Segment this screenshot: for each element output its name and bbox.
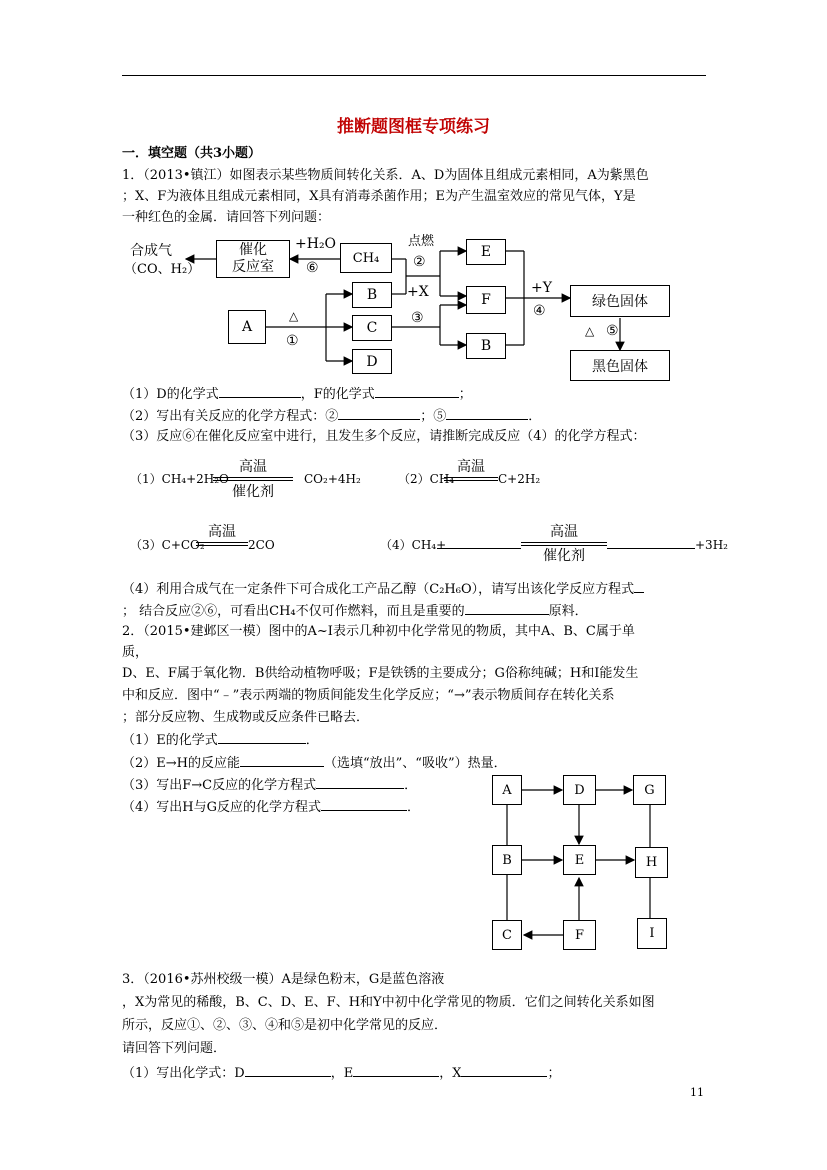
- q2-sub3: [122, 774, 417, 796]
- q2-box-b: B: [492, 845, 522, 875]
- eq2-bar-1: [444, 477, 498, 478]
- plus-h2o-label: +H₂O: [295, 236, 337, 252]
- syngas-label: 合成气: [130, 243, 172, 259]
- reaction-1-label: ①: [286, 333, 299, 349]
- box-b-right: B: [466, 333, 506, 359]
- q2-box-h: H: [635, 847, 668, 878]
- q1-sub1-c: ；: [458, 387, 472, 402]
- reactor-line2: 反应室: [232, 259, 274, 275]
- q1-line1: 1．（2013•镇江）如图表示某些物质间转化关系．A、D为固体且组成元素相同，A为紫黑色: [122, 168, 649, 183]
- q2-box-f: F: [563, 920, 596, 950]
- answer-blank-q3-d[interactable]: [245, 1062, 331, 1077]
- section-heading: 一．填空题（共3小题）: [122, 146, 262, 161]
- header-rule: [122, 75, 706, 76]
- q2-box-d: D: [563, 775, 596, 805]
- eq3-bar-2: [196, 545, 248, 546]
- q2-line1: 2．（2015•建邺区一模）图中的A~I表示几种初中化学常见的物质，其中A、B、C属于单: [122, 624, 635, 639]
- eq3-left: （3）C+CO₂: [130, 538, 205, 552]
- box-f: F: [466, 286, 506, 314]
- reaction-2-label: ②: [413, 254, 426, 270]
- box-b: B: [352, 282, 392, 308]
- reactor-box: [216, 240, 290, 278]
- q1-sub4-c: 原料．: [548, 604, 588, 619]
- q2-sub3-b: ．: [404, 778, 418, 793]
- answer-blank-eq4-product[interactable]: [607, 534, 695, 549]
- eq4-right: +3H₂: [695, 538, 728, 552]
- q1-sub3: （3）反应⑥在催化反应室中进行，且发生多个反应，请推断完成反应（4）的化学方程式：: [122, 429, 646, 444]
- q3-line4: 请回答下列问题．: [122, 1041, 227, 1056]
- q2-box-e: E: [563, 845, 596, 875]
- eq2-condition-top: 高温: [457, 459, 485, 475]
- q2-line3: D、E、F属于氧化物．B供给动植物呼吸；F是铁锈的主要成分；G俗称纯碱；H和I能发生: [122, 666, 639, 681]
- eq1-bar-1: [213, 477, 293, 478]
- q2-box-a: A: [492, 775, 522, 805]
- reactor-line1: 催化: [239, 242, 267, 258]
- box-a: A: [228, 310, 266, 344]
- q1-sub4-line1: [122, 578, 644, 600]
- q2-sub1-a: （1）E的化学式: [122, 733, 218, 748]
- q2-sub2: [122, 752, 507, 774]
- eq3-bar-1: [196, 542, 248, 543]
- reaction-5-label: ⑤: [606, 323, 619, 339]
- q2-sub1-b: ．: [305, 733, 319, 748]
- answer-blank-f[interactable]: [375, 383, 459, 398]
- box-d: D: [352, 349, 392, 374]
- box-c: C: [352, 315, 392, 341]
- ignite-label: 点燃: [408, 234, 435, 249]
- reaction-3-label: ③: [411, 310, 424, 326]
- q1-sub2-b: ；⑤: [420, 409, 447, 424]
- eq2-bar-2: [444, 480, 498, 481]
- q1-sub4-line2: [122, 600, 588, 622]
- answer-blank-ethanol[interactable]: [634, 578, 644, 593]
- q3-sub1-c: ，X: [439, 1066, 462, 1081]
- green-solid-box: 绿色固体: [570, 285, 670, 317]
- eq1-left: （1）CH₄+2H₂O: [130, 472, 229, 486]
- answer-blank-h-g[interactable]: [321, 796, 407, 811]
- eq2-left: （2）CH₄: [398, 472, 455, 486]
- answer-blank-q3-e[interactable]: [353, 1062, 439, 1077]
- box-e: E: [466, 239, 506, 265]
- q2-sub2-a: （2）E→H的反应能: [122, 756, 240, 771]
- reaction-4-label: ④: [533, 303, 546, 319]
- eq1-condition-bottom: 催化剂: [232, 484, 274, 500]
- answer-blank-heat[interactable]: [240, 752, 324, 767]
- eq3-right: 2CO: [248, 538, 275, 552]
- q2-line5: ；部分反应物、生成物或反应条件已略去．: [122, 710, 370, 725]
- q2-box-g: G: [633, 775, 666, 805]
- q1-sub4-b: ； 结合反应②⑥，可看出CH₄不仅可作燃料，而且是重要的: [122, 604, 465, 619]
- q1-sub1: [122, 383, 472, 405]
- q2-line2: 质，: [122, 645, 149, 660]
- q1-sub1-b: ，F的化学式: [300, 387, 375, 402]
- page-title: 推断题图框专项练习: [337, 117, 490, 137]
- q1-sub4-a: （4）利用合成气在一定条件下可合成化工产品乙醇（C₂H₆O），请写出该化学反应方程式: [122, 582, 635, 597]
- answer-blank-d[interactable]: [219, 383, 301, 398]
- page-number: 11: [690, 1086, 704, 1099]
- eq2-right: C+2H₂: [498, 472, 541, 486]
- eq4-condition-top: 高温: [550, 524, 578, 540]
- q2-sub1: [122, 729, 319, 751]
- eq1-condition-top: 高温: [239, 459, 267, 475]
- ch4-box: CH₄: [340, 243, 392, 273]
- q2-box-i: I: [637, 918, 667, 949]
- q1-line2: ；X、F为液体且组成元素相同，X具有消毒杀菌作用；E为产生温室效应的常见气体，Y是: [122, 189, 636, 204]
- q2-sub4: [122, 796, 420, 818]
- answer-blank-eq2[interactable]: [338, 405, 420, 420]
- heat-symbol-2: △: [585, 324, 595, 338]
- syngas-formula: （CO、H₂）: [124, 262, 201, 277]
- plus-x-label: +X: [407, 284, 429, 300]
- q2-sub4-b: ．: [407, 800, 421, 815]
- eq3-condition-top: 高温: [208, 524, 236, 540]
- q3-line1: 3．（2016•苏州校级一模）A是绿色粉末，G是蓝色溶液: [122, 972, 445, 987]
- q2-sub2-b: （选填“放出”、“吸收”）热量．: [324, 756, 507, 771]
- plus-y-label: +Y: [531, 280, 552, 296]
- q3-sub1-a: （1）写出化学式：D: [122, 1066, 245, 1081]
- q2-sub4-a: （4）写出H与G反应的化学方程式: [122, 800, 321, 815]
- q2-box-c: C: [492, 920, 522, 950]
- answer-blank-q3-x[interactable]: [461, 1062, 547, 1077]
- q3-line3: 所示，反应①、②、③、④和⑤是初中化学常见的反应．: [122, 1018, 448, 1033]
- eq4-bar-1: [521, 542, 607, 543]
- eq1-right: CO₂+4H₂: [304, 472, 361, 486]
- black-solid-box: 黑色固体: [570, 350, 670, 381]
- answer-blank-e-formula[interactable]: [218, 729, 306, 744]
- q1-sub1-a: （1）D的化学式: [122, 387, 219, 402]
- answer-blank-eq5[interactable]: [446, 405, 528, 420]
- eq4-left: （4）CH₄+: [380, 538, 447, 552]
- q3-sub1: [122, 1062, 560, 1084]
- answer-blank-eq4-reactant[interactable]: [437, 534, 521, 549]
- q1-line3: 一种红色的金属．请回答下列问题：: [122, 210, 331, 225]
- q1-sub2-c: ．: [528, 409, 542, 424]
- answer-blank-f-to-c[interactable]: [316, 774, 404, 789]
- q3-line2: ，X为常见的稀酸，B、C、D、E、F、H和Y中初中化学常见的物质．它们之间转化关系如图: [122, 995, 655, 1010]
- q3-sub1-d: ；: [547, 1066, 561, 1081]
- heat-symbol-1: △: [289, 309, 299, 323]
- q2-sub3-a: （3）写出F→C反应的化学方程式: [122, 778, 317, 793]
- q1-sub2: [122, 405, 541, 427]
- eq4-condition-bottom: 催化剂: [543, 548, 585, 564]
- answer-blank-raw-material[interactable]: [465, 600, 549, 615]
- q2-line4: 中和反应．图中“﹣”表示两端的物质间能发生化学反应；“→”表示物质间存在转化关系: [122, 688, 615, 703]
- q3-sub1-b: ，E: [330, 1066, 354, 1081]
- q1-sub2-a: （2）写出有关反应的化学方程式：②: [122, 409, 339, 424]
- reaction-6-label: ⑥: [306, 260, 319, 276]
